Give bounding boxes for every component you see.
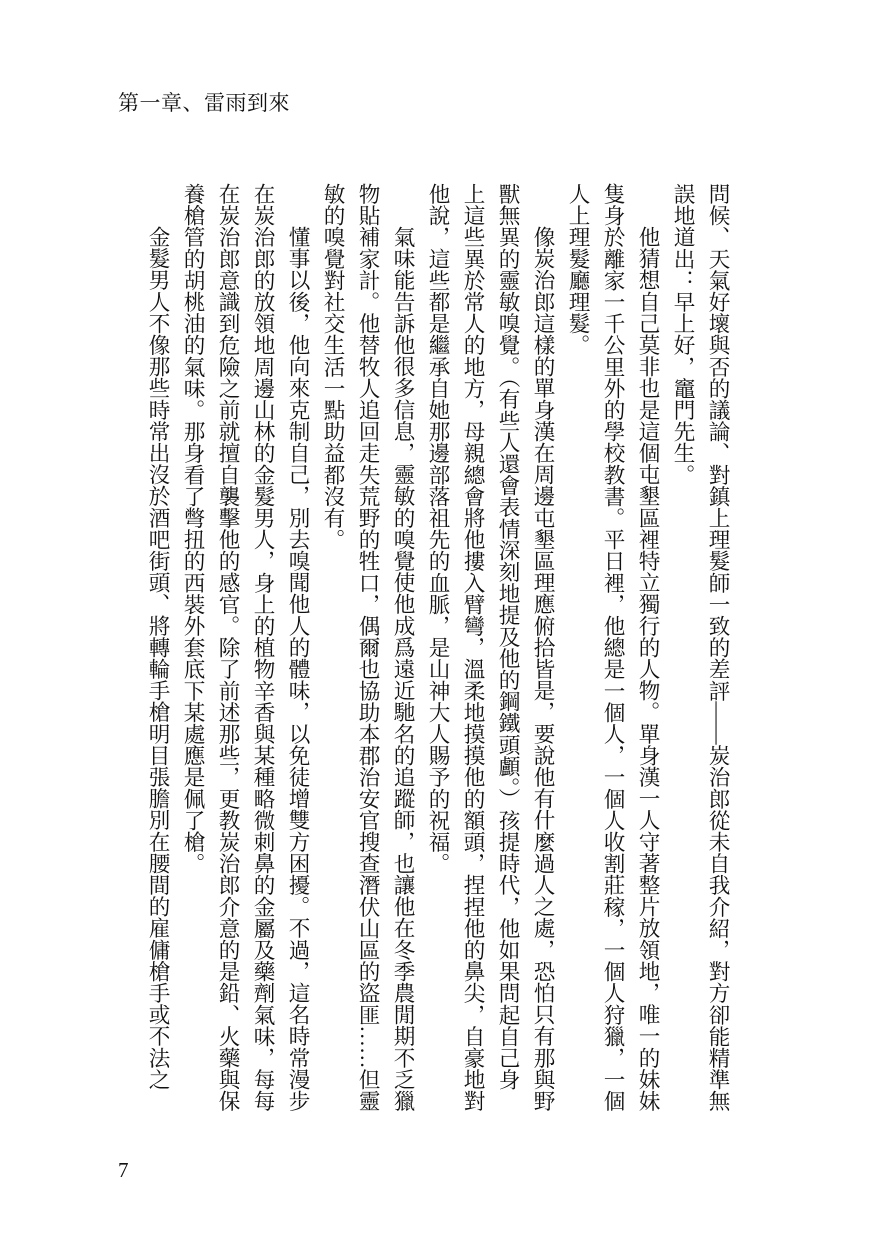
text-line: 懂事以後，他向來克制自己，別去嗅聞他人的體味，以免徒增雙方困擾。不過，這名時常漫步 — [286, 226, 310, 1112]
text-line: 他猜想自己莫非也是這個屯墾區裡特立獨行的人物。單身漢一人守著整片放領地，唯一的妹妹 — [636, 226, 660, 1112]
paragraph — [560, 183, 665, 1123]
text-line: 人上理髮廳理髮。 — [566, 183, 590, 356]
chapter-header: 第一章、雷雨到來 — [118, 91, 290, 115]
text-line: 他說，這些都是繼承自她那邊部落祖先的血脈，是山神大人賜予的祝福。 — [426, 183, 450, 875]
paragraph — [175, 183, 315, 1123]
text-line: 隻身於離家一千公里外的學校教書。平日裡，他總是一個人，一個人收割莊稼，一個人狩獵，一個 — [601, 183, 625, 1112]
text-line: 像炭治郎這樣的單身漢在周邊屯墾區理應俯拾皆是，要說他有什麼過人之處，恐怕只有那與野 — [531, 226, 555, 1112]
text-line: 上這些異於常人的地方，母親總會將他摟入臂彎，溫柔地摸摸他的額頭，捏捏他的鼻尖，自豪地對 — [461, 183, 485, 1112]
text-line: 誤地道出：早上好，竈門先生。 — [671, 183, 695, 486]
text-line: 問候、天氣好壞與否的議論、對鎮上理髮師一致的差評——炭治郎從未自我介紹，對方卻能精準無 — [706, 183, 730, 1112]
paragraph — [315, 183, 420, 1123]
text-line: 在炭治郎意識到危險之前就擅自襲擊他的感官。除了前述那些，更教炭治郎介意的是鉛、火藥與保 — [216, 183, 240, 1112]
body-text — [140, 183, 735, 1123]
text-line: 獸無異的靈敏嗅覺。（有些人還會表情深刻地提及他的鋼鐵頭顱。）孩提時代，他如果問起自己身 — [496, 183, 520, 1091]
paragraph — [665, 183, 735, 1123]
paragraph — [140, 183, 175, 1123]
text-line: 物貼補家計。他替牧人追回走失荒野的牲口，偶爾也協助本郡治安官搜查潛伏山區的盜匪……但靈 — [356, 183, 380, 1112]
text-line: 養槍管的胡桃油的氣味。那身看了彆扭的西裝外套底下某處應是佩了槍。 — [181, 183, 205, 875]
paragraph — [420, 183, 560, 1123]
text-line: 敏的嗅覺對社交生活一點助益都沒有。 — [321, 183, 345, 551]
text-line: 氣味能告訴他很多信息，靈敏的嗅覺使他成爲遠近馳名的追蹤師，也讓他在冬季農閒期不乏獵 — [391, 226, 415, 1112]
text-line: 在炭治郎的放領地周邊山林的金髮男人，身上的植物辛香與某種略微刺鼻的金屬及藥劑氣味，每每 — [251, 183, 275, 1112]
text-line: 金髮男人不像那些時常出沒於酒吧街頭、將轉輪手槍明目張膽別在腰間的雇傭槍手或不法之 — [146, 226, 170, 1091]
page-number: 7 — [118, 1158, 129, 1182]
